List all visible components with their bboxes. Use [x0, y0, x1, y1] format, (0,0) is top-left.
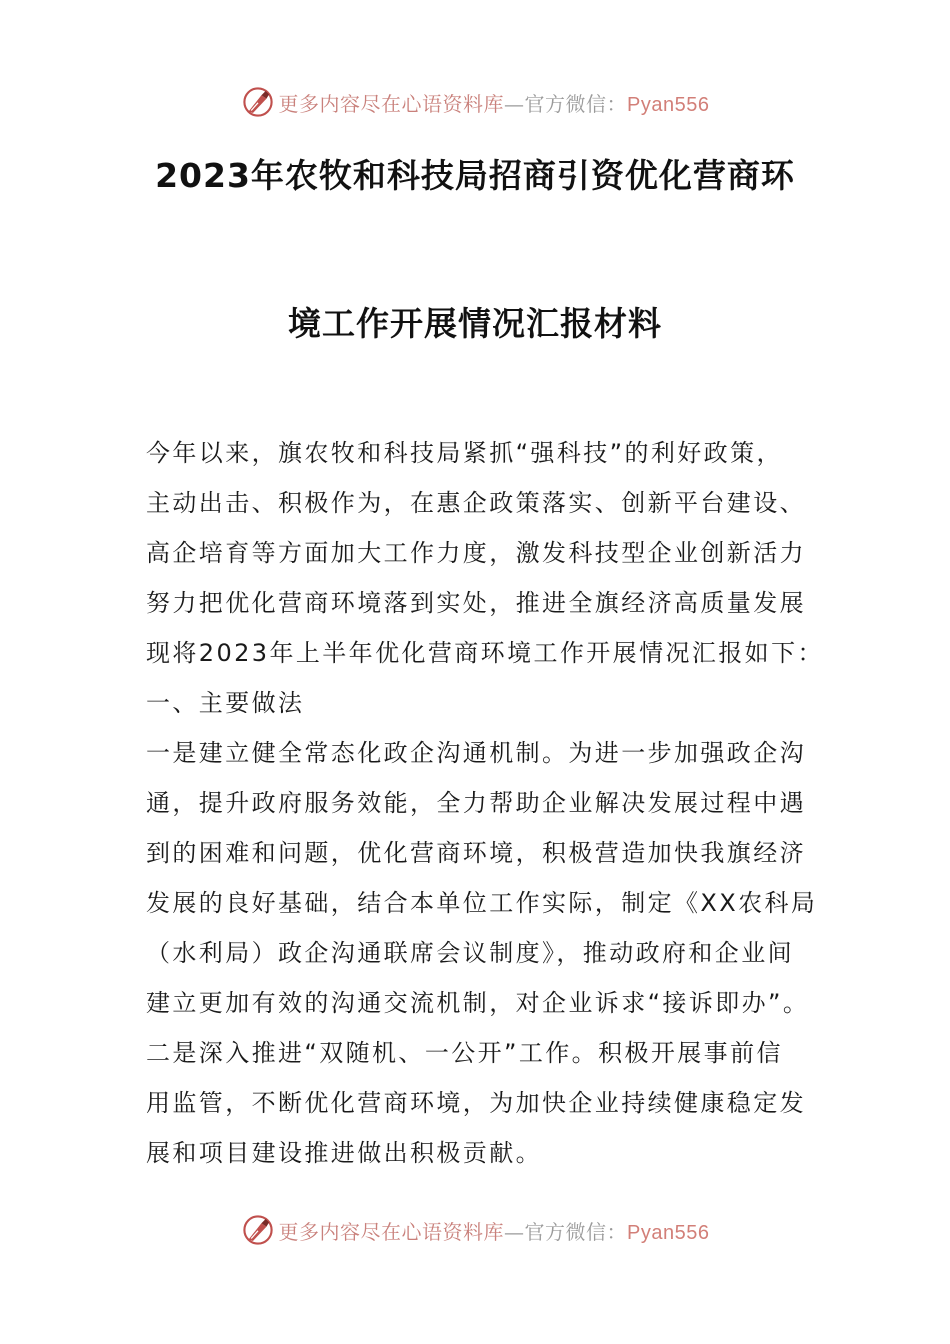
document-body [146, 428, 824, 1178]
body-line: 努力把优化营商环境落到实处，推进全旗经济高质量发展 [146, 589, 806, 617]
document-title-line-1: 2023年农牧和科技局招商引资优化营商环 [155, 156, 795, 195]
body-line: 现将2023年上半年优化营商环境工作开展情况汇报如下： [146, 639, 824, 667]
pen-nib-icon [241, 85, 275, 119]
watermark-dash: — [504, 1219, 525, 1244]
body-line: 通，提升政府服务效能，全力帮助企业解决发展过程中遇 [146, 789, 806, 817]
body-line: 高企培育等方面加大工作力度，激发科技型企业创新活力 [146, 539, 806, 567]
header-watermark [0, 82, 950, 122]
body-line: 用监管，不断优化营商环境，为加快企业持续健康稳定发 [146, 1089, 806, 1117]
pen-nib-icon [241, 1213, 275, 1247]
watermark-brand: 更多内容尽在心语资料库 [278, 91, 505, 116]
watermark-contact-id: Pyan556 [627, 93, 710, 116]
watermark-brand: 更多内容尽在心语资料库 [278, 1219, 505, 1244]
body-line: 发展的良好基础，结合本单位工作实际，制定《XX农科局 [146, 889, 818, 917]
body-line: 今年以来，旗农牧和科技局紧抓“强科技”的利好政策， [146, 439, 783, 467]
body-line: 二是深入推进“双随机、一公开”工作。积极开展事前信 [146, 1039, 783, 1067]
body-line: 展和项目建设推进做出积极贡献。 [146, 1139, 542, 1167]
section-heading: 一、主要做法 [146, 689, 305, 717]
watermark-contact-label: 官方微信： [524, 91, 628, 116]
watermark-contact-id: Pyan556 [627, 1221, 710, 1244]
body-line: 建立更加有效的沟通交流机制，对企业诉求“接诉即办”。 [146, 989, 810, 1017]
watermark-text [279, 88, 710, 117]
footer-watermark [0, 1210, 950, 1250]
watermark-text [279, 1216, 710, 1245]
body-line: 主动出击、积极作为，在惠企政策落实、创新平台建设、 [146, 489, 806, 517]
body-line: 一是建立健全常态化政企沟通机制。为进一步加强政企沟 [146, 739, 806, 767]
watermark-contact-label: 官方微信： [524, 1219, 628, 1244]
document-title-line-2: 境工作开展情况汇报材料 [288, 304, 662, 343]
body-line: （水利局）政企沟通联席会议制度》，推动政府和企业间 [146, 939, 794, 967]
watermark-dash: — [504, 91, 525, 116]
body-line: 到的困难和问题，优化营商环境，积极营造加快我旗经济 [146, 839, 806, 867]
